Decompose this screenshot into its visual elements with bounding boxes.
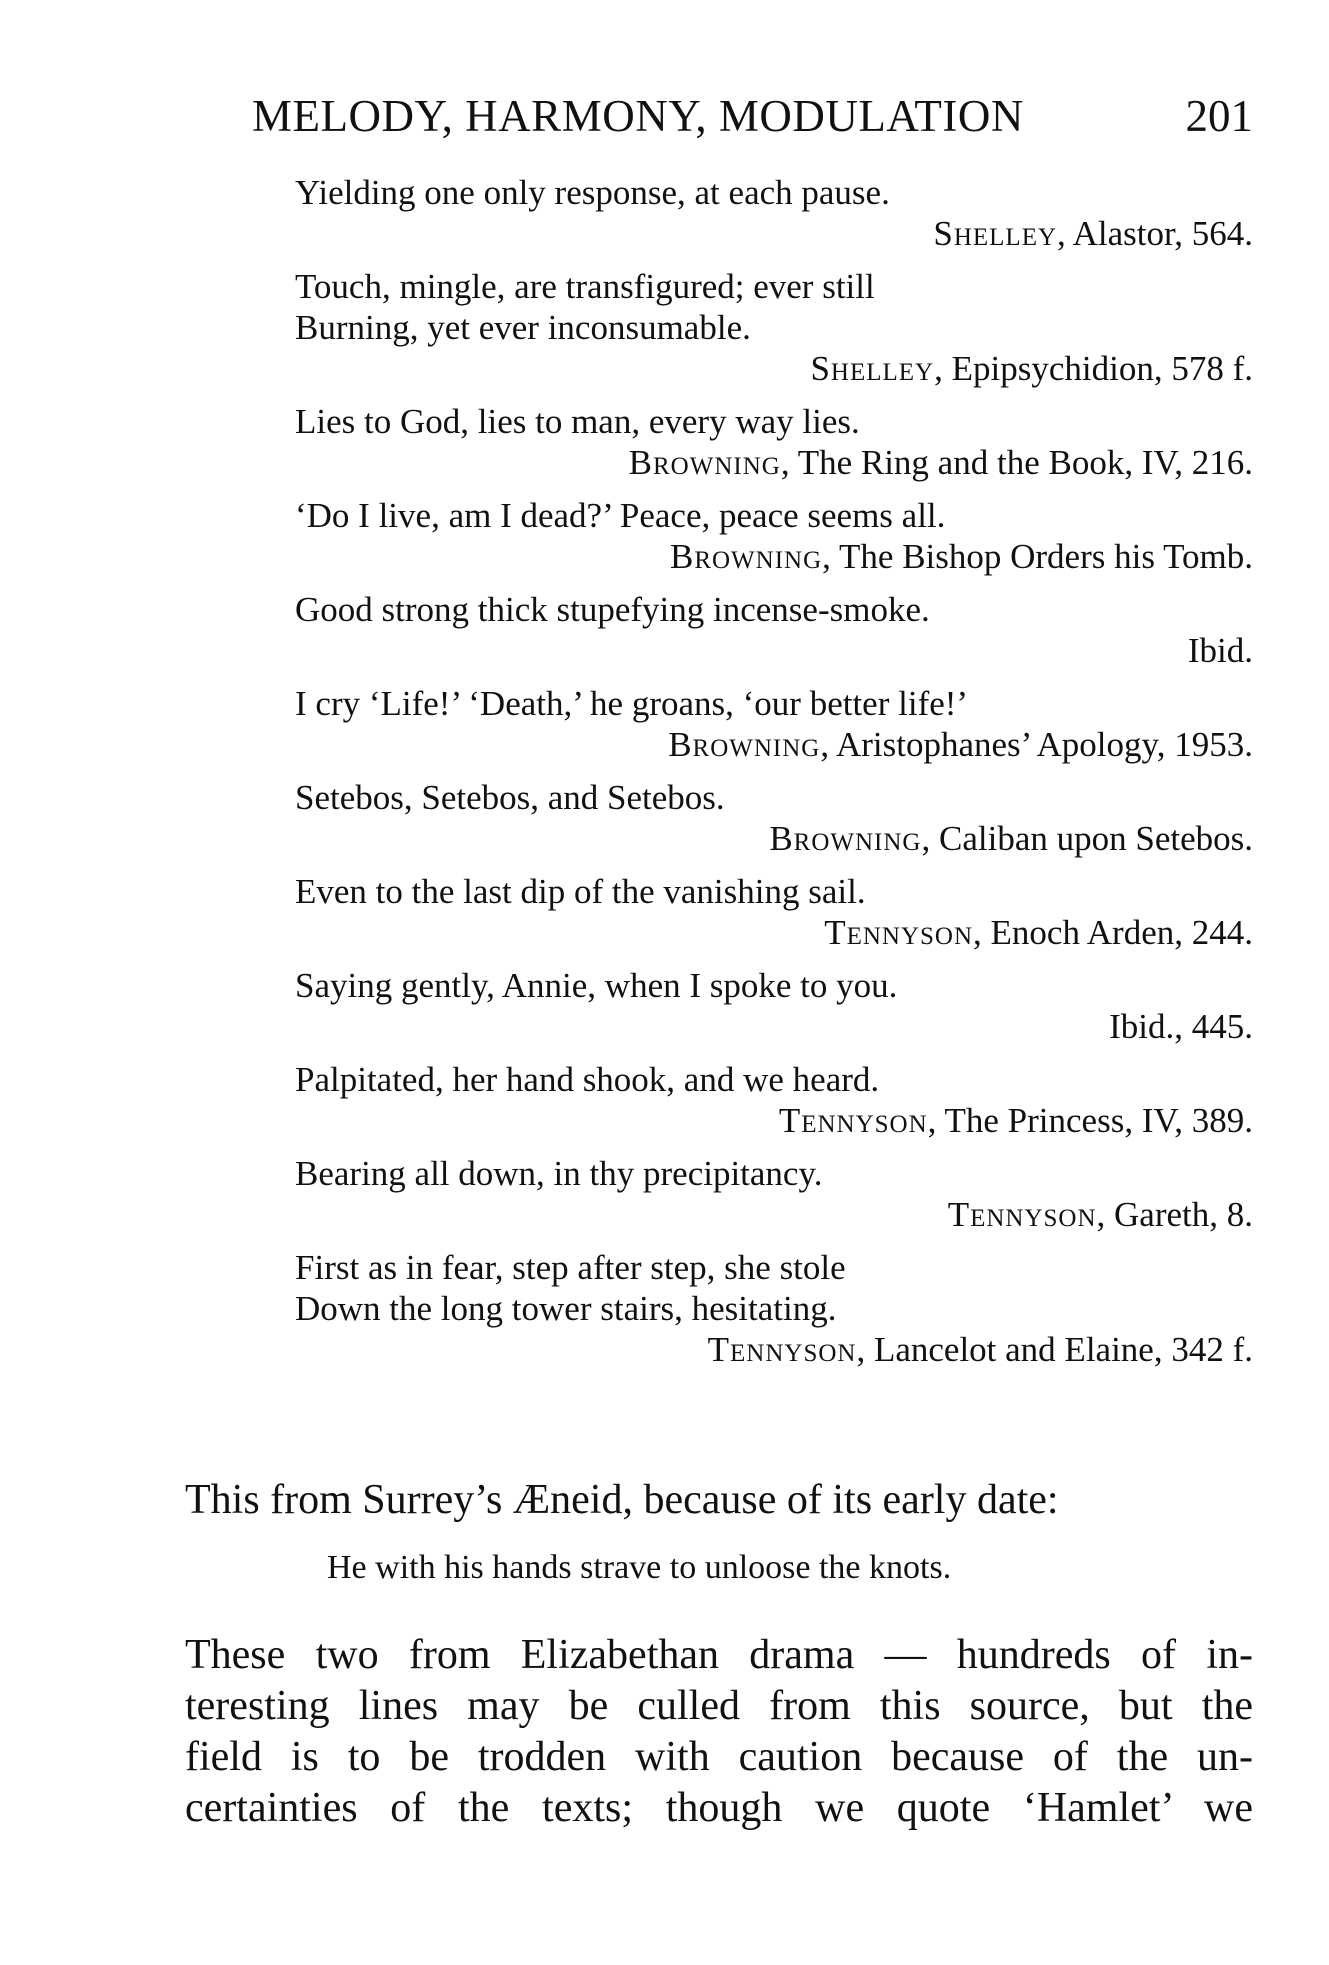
citation-source: , The Princess, IV, 389. bbox=[927, 1101, 1253, 1140]
quote-line: Burning, yet ever inconsumable. bbox=[295, 308, 751, 347]
citation bbox=[295, 1329, 1253, 1370]
paragraph-line: certainties of the texts; though we quote ‘Hamlet’ we bbox=[185, 1785, 1253, 1831]
quote-block bbox=[295, 495, 1253, 577]
elizabethan-paragraph bbox=[185, 1630, 1253, 1834]
quotation-list bbox=[295, 172, 1253, 1382]
quote-block bbox=[295, 1247, 1253, 1370]
citation-author: Tennyson bbox=[778, 1101, 928, 1140]
citation bbox=[295, 536, 1253, 577]
surrey-intro-paragraph: This from Surrey’s Æneid, because of its early date: bbox=[185, 1477, 1059, 1523]
citation-source: , The Bishop Orders his Tomb. bbox=[822, 537, 1253, 576]
citation-author: Tennyson bbox=[947, 1195, 1097, 1234]
citation bbox=[295, 442, 1253, 483]
citation bbox=[295, 818, 1253, 859]
citation-source: , The Ring and the Book, IV, 216. bbox=[780, 443, 1253, 482]
citation-author: Shelley bbox=[810, 349, 935, 388]
citation bbox=[295, 1100, 1253, 1141]
citation-source: Ibid., 445. bbox=[1109, 1007, 1253, 1046]
quote-line: ‘Do I live, am I dead?’ Peace, peace seems all. bbox=[295, 496, 946, 535]
citation bbox=[295, 724, 1253, 765]
quote-line: Saying gently, Annie, when I spoke to you. bbox=[295, 966, 898, 1005]
quote-block bbox=[295, 266, 1253, 389]
citation bbox=[295, 630, 1253, 671]
quote-line: Lies to God, lies to man, every way lies. bbox=[295, 402, 860, 441]
quote-block bbox=[295, 965, 1253, 1047]
quote-line: Bearing all down, in thy precipitancy. bbox=[295, 1154, 823, 1193]
citation-source: , Alastor, 564. bbox=[1057, 214, 1253, 253]
quote-block bbox=[295, 777, 1253, 859]
running-title: MELODY, HARMONY, MODULATION bbox=[252, 91, 1024, 141]
citation-source: , Lancelot and Elaine, 342 f. bbox=[856, 1330, 1253, 1369]
quote-line: Even to the last dip of the vanishing sail. bbox=[295, 872, 866, 911]
citation-author: Tennyson bbox=[824, 913, 974, 952]
citation bbox=[295, 213, 1253, 254]
quote-line: Setebos, Setebos, and Setebos. bbox=[295, 778, 725, 817]
quote-line: Good strong thick stupefying incense-smoke. bbox=[295, 590, 930, 629]
citation-author: Tennyson bbox=[707, 1330, 857, 1369]
citation bbox=[295, 1194, 1253, 1235]
quote-block bbox=[295, 683, 1253, 765]
citation-author: Browning bbox=[628, 443, 781, 482]
citation-source: , Gareth, 8. bbox=[1096, 1195, 1253, 1234]
citation-source: , Aristophanes’ Apology, 1953. bbox=[820, 725, 1253, 764]
citation bbox=[295, 1006, 1253, 1047]
quote-line: First as in fear, step after step, she stole bbox=[295, 1248, 846, 1287]
quote-block bbox=[295, 1059, 1253, 1141]
citation-source: , Epipsychidion, 578 f. bbox=[934, 349, 1253, 388]
page-header bbox=[252, 78, 1253, 148]
citation-author: Shelley bbox=[933, 214, 1058, 253]
citation bbox=[295, 912, 1253, 953]
citation-author: Browning bbox=[668, 725, 821, 764]
quote-line: Palpitated, her hand shook, and we heard. bbox=[295, 1060, 880, 1099]
citation bbox=[295, 348, 1253, 389]
citation-author: Browning bbox=[769, 819, 922, 858]
paragraph-line: teresting lines may be culled from this source, but the bbox=[185, 1683, 1253, 1729]
quote-block bbox=[295, 871, 1253, 953]
surrey-quote-line: He with his hands strave to unloose the knots. bbox=[327, 1549, 952, 1586]
quote-line: I cry ‘Life!’ ‘Death,’ he groans, ‘our better life!’ bbox=[295, 684, 969, 723]
quote-block bbox=[295, 1153, 1253, 1235]
paragraph-line: field is to be trodden with caution because of the un- bbox=[185, 1734, 1253, 1780]
citation-source: , Caliban upon Setebos. bbox=[921, 819, 1253, 858]
quote-line: Touch, mingle, are transfigured; ever still bbox=[295, 267, 875, 306]
citation-source: Ibid. bbox=[1187, 631, 1253, 670]
quote-line: Yielding one only response, at each pause. bbox=[295, 173, 890, 212]
quote-block bbox=[295, 172, 1253, 254]
citation-author: Browning bbox=[669, 537, 823, 576]
citation-source: , Enoch Arden, 244. bbox=[973, 913, 1253, 952]
quote-line: Down the long tower stairs, hesitating. bbox=[295, 1289, 837, 1328]
paragraph-line: These two from Elizabethan drama — hundreds of in- bbox=[185, 1632, 1253, 1678]
page-number: 201 bbox=[1185, 91, 1253, 141]
quote-block bbox=[295, 401, 1253, 483]
quote-block bbox=[295, 589, 1253, 671]
